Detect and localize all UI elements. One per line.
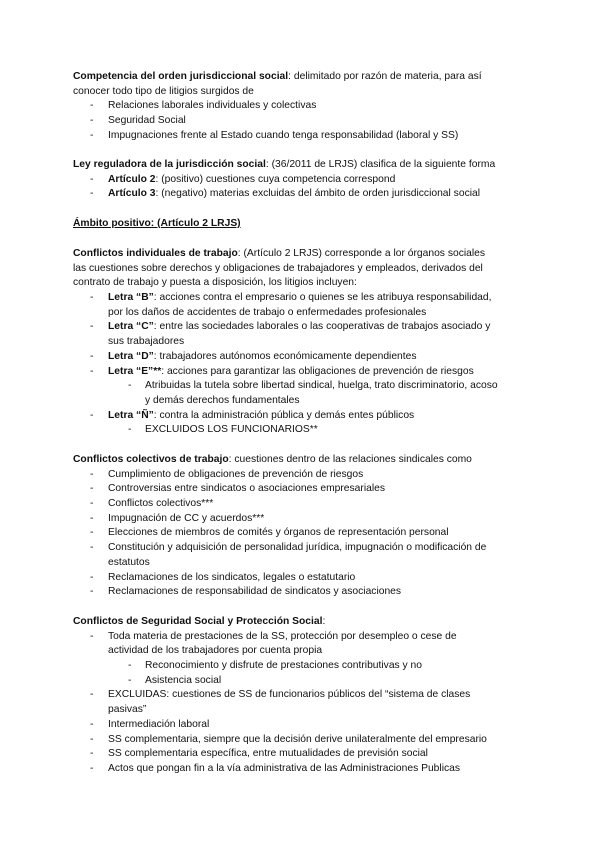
paragraph-line: [73, 453, 533, 468]
paragraph-line: contrato de trabajo y puesta a disposición, los litigios incluyen:: [73, 277, 357, 289]
section-conflictos-individuales: [73, 247, 533, 438]
section-ley-reguladora: [73, 158, 533, 202]
list-item-text: sus trabajadores: [108, 336, 185, 348]
bullet-list: [73, 468, 533, 600]
list-item-label: Artículo 3: [108, 188, 156, 200]
sub-list-item: [73, 659, 533, 674]
list-item-label: Letra “B”: [108, 292, 154, 304]
paragraph-line: conocer todo tipo de litigios surgidos de: [73, 85, 254, 97]
list-item: [73, 99, 533, 114]
sub-list-item-text: - Asistencia social: [145, 674, 222, 686]
list-item-text: - Elecciones de miembros de comités y órganos de representación personal: [108, 527, 449, 539]
list-item: [73, 350, 533, 365]
section-title: Conflictos individuales de trabajo: [73, 248, 238, 259]
list-item-text: por los daños de accidentes de trabajo o enfermedades profesionales: [108, 306, 427, 318]
list-item: [73, 187, 533, 202]
paragraph-text: : (36/2011 de LRJS) clasifica de la siguiente forma: [265, 159, 496, 170]
list-item-text: : (negativo) materias excluidas del ámbito de orden jurisdiccional social: [155, 188, 481, 200]
section-conflictos-colectivos: [73, 453, 533, 600]
list-item-label: Artículo 2: [108, 173, 156, 185]
list-item: [73, 747, 533, 762]
paragraph-text: : cuestiones dentro de las relaciones sindicales como: [228, 454, 472, 465]
list-item-text: - Reclamaciones de los sindicatos, legales o estatutario: [108, 571, 356, 583]
list-item-text: : contra la administración pública y demás entes públicos: [153, 409, 415, 421]
list-item-text: - Actos que pongan fin a la vía administrativa de las Administraciones Publicas: [108, 762, 461, 774]
sub-list-item: [73, 379, 533, 408]
list-item: [73, 365, 533, 380]
list-item-text: - Conflictos colectivos***: [108, 498, 214, 510]
paragraph-line: [73, 247, 533, 262]
list-item-text: : acciones para garantizar las obligaciones de prevención de riesgos: [161, 365, 474, 377]
list-item: [73, 585, 533, 600]
list-item-text: - Cumplimiento de obligaciones de prevención de riesgos: [108, 468, 364, 480]
section-title: Ley reguladora de la jurisdicción social: [73, 159, 266, 170]
section-competencia: [73, 70, 533, 143]
list-item-text: - Controversias entre sindicatos o asociaciones empresariales: [108, 483, 386, 495]
section-title: Conflictos de Seguridad Social y Protección Social: [73, 616, 323, 627]
paragraph-text: : delimitado por razón de materia, para así: [288, 71, 482, 82]
list-item-text: - Relaciones laborales individuales y colectivas: [108, 100, 317, 112]
list-item: [73, 762, 533, 777]
sub-list-item-text: y demás derechos fundamentales: [145, 394, 300, 406]
list-item: [73, 468, 533, 483]
list-item: [73, 497, 533, 512]
list-item-text: - Constitución y adquisición de personalidad jurídica, impugnación o modificación de: [108, 542, 487, 554]
list-item-text: - Impugnaciones frente al Estado cuando tenga responsabilidad (laboral y SS): [108, 129, 459, 141]
sub-list-item-text: - EXCLUIDOS LOS FUNCIONARIOS**: [145, 424, 318, 436]
sub-list-item: [73, 423, 533, 438]
list-item-label: Letra “E”**: [108, 365, 162, 377]
list-item: [73, 320, 533, 349]
section-title: Competencia del orden jurisdiccional social: [73, 71, 289, 82]
list-item-label: Letra “Ñ”: [108, 409, 154, 421]
list-item-text: pasivas”: [108, 704, 147, 716]
list-item: [73, 718, 533, 733]
paragraph-line: [73, 615, 533, 630]
list-item: [73, 291, 533, 320]
list-item-text: - SS complementaria específica, entre mutualidades de previsión social: [108, 748, 428, 760]
list-item-text: : trabajadores autónomos económicamente dependientes: [153, 350, 417, 362]
list-item-text: - SS complementaria, siempre que la decisión derive unilateralmente del empresario: [108, 733, 487, 745]
list-item: [73, 526, 533, 541]
paragraph-text: : (Artículo 2 LRJS) corresponde a lor órganos sociales: [237, 248, 486, 259]
paragraph-line: las cuestiones sobre derechos y obligaciones de trabajadores y empleados, derivados del: [73, 262, 483, 274]
paragraph-line: [73, 70, 533, 85]
list-item-text: - Reclamaciones de responsabilidad de sindicatos y asociaciones: [108, 586, 402, 598]
list-item: [73, 482, 533, 497]
list-item: [73, 688, 533, 717]
bullet-list: [73, 99, 533, 143]
paragraph-text: :: [322, 616, 326, 627]
list-item: [73, 409, 533, 424]
list-item-text: - EXCLUIDAS: cuestiones de SS de funcionarios públicos del “sistema de clases: [108, 689, 471, 701]
section-ambito: [73, 217, 533, 232]
list-item-text: - Seguridad Social: [108, 115, 186, 127]
list-item-label: Letra “D”: [108, 350, 154, 362]
list-item: [73, 173, 533, 188]
bullet-list: [73, 630, 533, 777]
bullet-list: [73, 173, 533, 202]
list-item-text: : (positivo) cuestiones cuya competencia correspond: [155, 173, 396, 185]
paragraph-line: [73, 158, 533, 173]
list-item-text: : acciones contra el empresario o quienes se les atribuya responsabilidad,: [153, 292, 492, 304]
section-seguridad-social: [73, 615, 533, 777]
sub-list-item-text: - Atribuidas la tutela sobre libertad sindical, huelga, trato discriminatorio, acoso: [145, 380, 498, 392]
list-item-text: : entre las sociedades laborales o las cooperativas de trabajos asociado y: [153, 321, 491, 333]
list-item: [73, 630, 533, 659]
section-title: Conflictos colectivos de trabajo: [73, 454, 229, 465]
list-item-text: actividad de los trabajadores por cuenta propia: [108, 645, 323, 657]
sub-list-item-text: - Reconocimiento y disfrute de prestaciones contributivas y no: [145, 660, 423, 672]
list-item: [73, 129, 533, 144]
list-item-text: estatutos: [108, 556, 150, 568]
list-item-text: - Impugnación de CC y acuerdos***: [108, 512, 265, 524]
list-item-text: - Toda materia de prestaciones de la SS, protección por desempleo o cese de: [108, 630, 457, 642]
list-item: [73, 571, 533, 586]
sub-list-item: [73, 674, 533, 689]
list-item: [73, 733, 533, 748]
list-item-label: Letra “C”: [108, 321, 154, 333]
section-heading: Ámbito positivo: (Artículo 2 LRJS): [73, 218, 241, 229]
list-item: [73, 541, 533, 570]
list-item: [73, 512, 533, 527]
bullet-list: [73, 291, 533, 438]
list-item: [73, 114, 533, 129]
list-item-text: - Intermediación laboral: [108, 718, 210, 730]
